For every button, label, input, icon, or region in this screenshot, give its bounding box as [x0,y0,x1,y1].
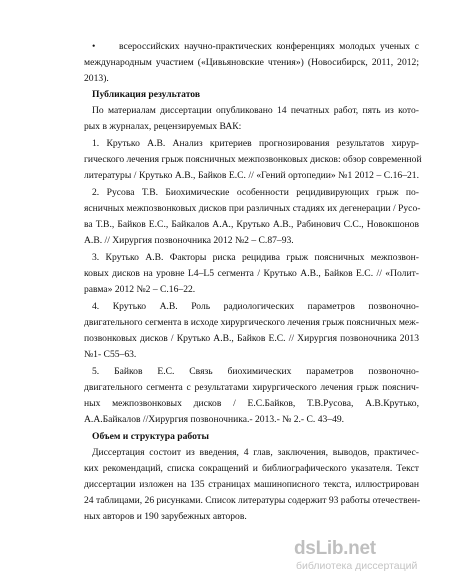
text-line: двигательного сегмента в исходе хирургического лечения грыж поясничных меж- [84,317,419,328]
text-line: 24 таблицами, 26 рисунками. Список литературы содержит 93 работы отечествен- [84,495,421,506]
text-line: Диссертация состоит из введения, 4 глав, заключения, выводов, практичес- [92,447,419,458]
text-line: А.В. // Хирургия позвоночника 2012 №2 – С.87–93. [84,235,294,246]
text-line: международным участием («Цивьяновские чтения») (Новосибирск, 2011, 2012; [84,57,419,68]
text-line: ковых дисков на уровне L4–L5 сегмента / Крутько А.В., Байков Е.С. // «Полит- [84,268,419,279]
text-line: ных авторов и 190 зарубежных авторов. [84,511,247,522]
text-line: ных межпозвонковых дисков / Е.С.Байков, Т.В.Русова, А.В.Крутько, [84,398,419,409]
reference-item: 2. Русова Т.В. Биохимические особенности рецидивирующих грыж по- [92,187,419,198]
text-line: По материалам диссертации опубликовано 14 печатных работ, пять из кото- [92,105,419,116]
section-heading: Публикация результатов [92,89,201,100]
section-heading: Объем и структура работы [92,431,209,442]
text-line: двигательного сегмента с результатами хирургического лечения грыж пояснич- [84,382,419,393]
text-line: №1- С55–63. [84,349,137,360]
text-line: всероссийских научно-практических конференциях молодых ученых с [119,41,419,52]
reference-item: 1. Крутько А.В. Анализ критериев прогнозирования результатов хирур- [92,138,419,149]
reference-item: 4. Крутько А.В. Роль радиологических параметров позвоночно- [92,301,419,312]
reference-item: 5. Байков Е.С. Связь биохимических параметров позвоночно- [92,366,419,377]
text-line: литературы / Крутько А.В., Байков Е.С. // «Гений ортопедии» №1 2012 – С.16–21. [84,170,419,181]
text-line: А.А.Байкалов //Хирургия позвоночника.- 2013.- № 2.- С. 43–49. [84,414,345,425]
bullet-icon: • [92,41,96,52]
text-line: ких рекомендаций, списка сокращений и библиографического указателя. Текст [84,463,419,474]
text-line: равма» 2012 №2 – С.16–22. [84,284,196,295]
watermark-logo: dsLib.net [294,538,376,559]
text-line: ва Т.В., Байков Е.С., Байкалов А.А., Крутько А.В., Рабинович С.С., Новокшонов [84,219,419,230]
text-line: диссертации изложен на 135 страницах машинописного текста, иллюстрирован [84,479,419,490]
watermark [294,538,444,578]
reference-item: 3. Крутько А.В. Факторы риска рецидива грыж поясничных межпозвон- [92,252,419,263]
watermark-subtitle: библиотека диссертаций [296,560,418,572]
text-line: рых в журналах, рецензируемых ВАК: [84,121,242,132]
text-line: ясничных межпозвонковых дисков при различных стадиях их дегенерации / Русо- [84,203,421,214]
text-line: позвонковых дисков / Крутько А.В., Байков Е.С. // Хирургия позвоночника 2013 [84,333,419,344]
text-line: гического лечения грыж поясничных межпозвонковых дисков: обзор современной [84,154,422,165]
text-line: 2013). [84,73,109,84]
